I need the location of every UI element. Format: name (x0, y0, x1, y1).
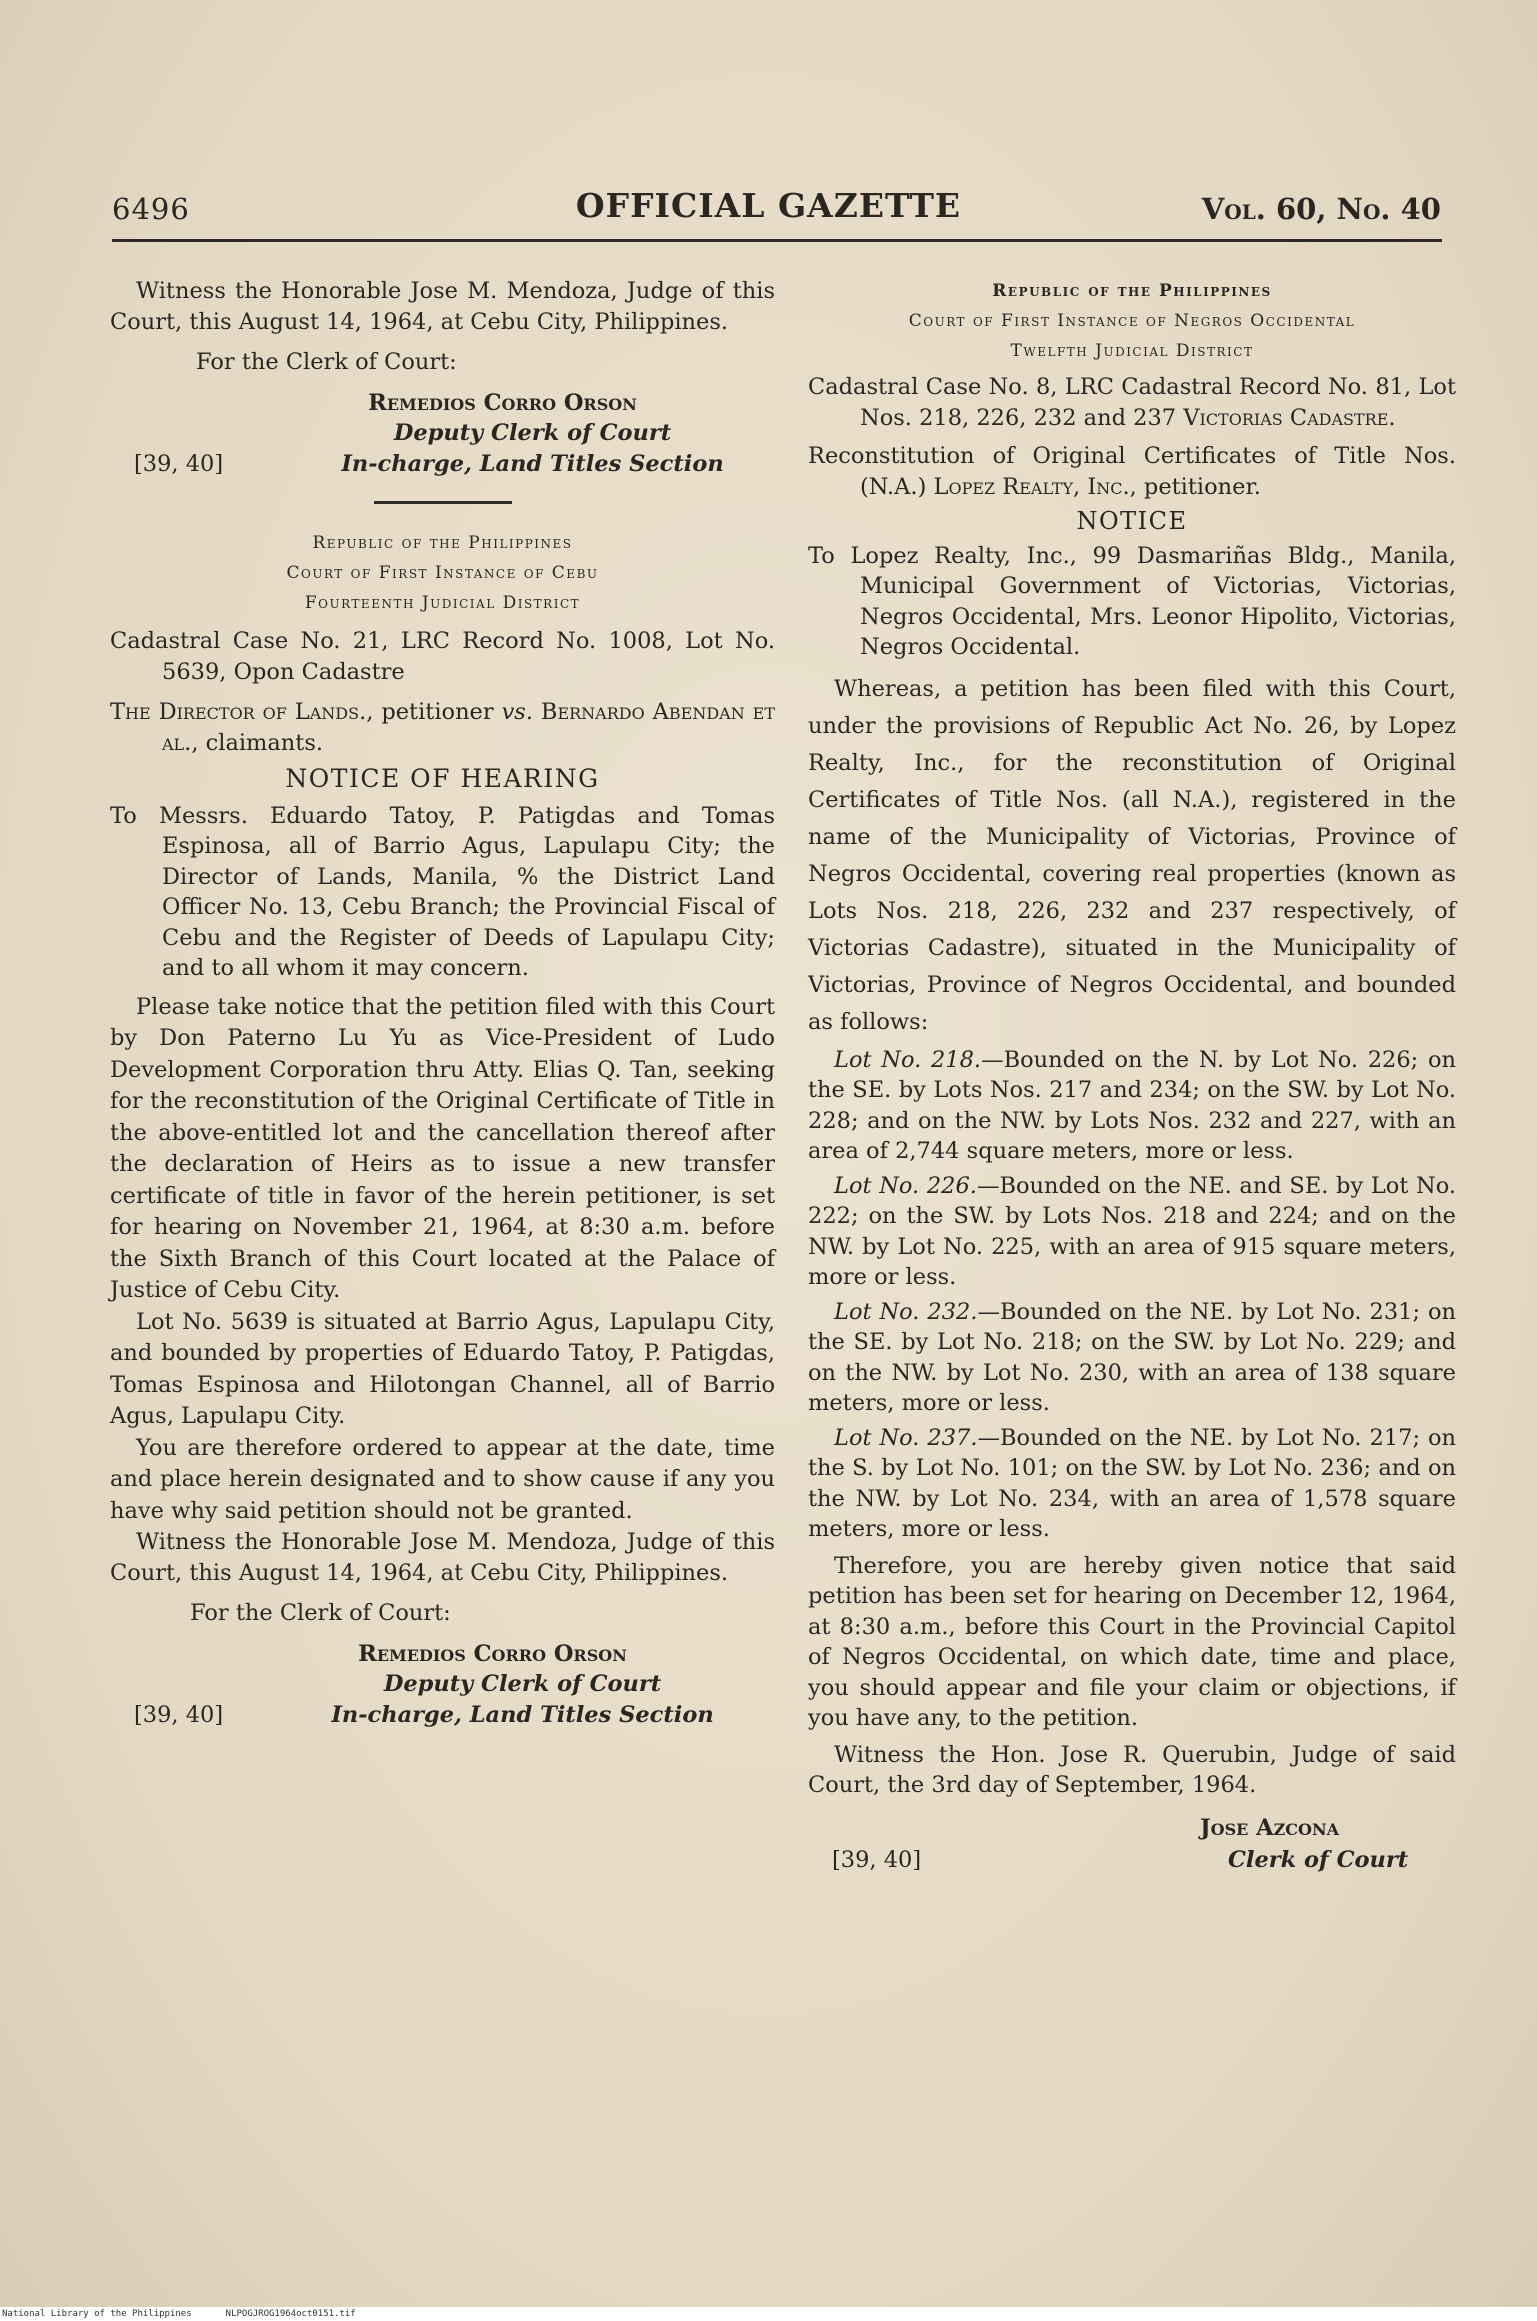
scan-footer (0, 2307, 1537, 2321)
witness-paragraph-right: Witness the Hon. Jose R. Querubin, Judge of said Court, the 3rd day of September, 1964. (808, 1741, 1456, 1798)
lot-boundaries: —Bounded on the NE. by Lot No. 231; on the SE. by Lot No. 218; on the SW. by Lot No. 229; and on the NW. by Lot No. 230, with an area of 138 square meters, more or less. (808, 1298, 1457, 1416)
signatory-title-2: Deputy Clerk of Court (383, 1671, 662, 1697)
signatory-section-2: In-charge, Land Titles Section (331, 1701, 714, 1728)
issue-reference: [39, 40] (134, 450, 224, 477)
petitioner-name-right: Lopez Realty, Inc. (933, 473, 1130, 500)
lot-label: Lot No. 232. (834, 1298, 978, 1325)
district-heading-right: Twelfth Judicial District (1010, 341, 1254, 361)
reconstitution-suffix: , petitioner. (1129, 473, 1261, 500)
library-credit: National Library of the Philippines (2, 2309, 192, 2319)
cadastre-name: Victorias Cadastre. (1183, 404, 1396, 431)
therefore-paragraph: Therefore, you are hereby given notice that said petition has been set for hearing on December 12, 1964, at 8:30 a.m., before this Court in the Provincial Capitol of Negros Occidental, on which date, time and place, you should appear and file your claim or objections, if you have any, to the petition. (808, 1552, 1456, 1731)
respondent-name: Bernardo Abendan et al. (162, 699, 775, 756)
lot-paragraph (808, 1297, 1456, 1419)
lot-paragraph (808, 1045, 1456, 1167)
republic-heading: Republic of the Philippines (312, 533, 573, 553)
signatory-section: In-charge, Land Titles Section (341, 450, 724, 477)
notice-paragraph: Please take notice that the petition filed with this Court by Don Paterno Lu Yu as Vice-President of Ludo Development Corporation thru Atty. Elias Q. Tan, seeking for the reconstitution of the Original Certificate of Title in the above-entitled lot and the cancellation thereof after the declaration of Heirs as to issue a new transfer certificate of title in favor of the herein petitioner, is set for hearing on November 21, 1964, at 8:30 a.m. before the Sixth Branch of this Court located at the Palace of Justice of Cebu City. (110, 993, 775, 1303)
lot-label: Lot No. 226. (834, 1172, 977, 1199)
lot-list (808, 1045, 1456, 1545)
lot-paragraph (808, 1171, 1456, 1293)
signature-block (110, 388, 775, 480)
signature-block-2 (110, 1639, 775, 1731)
lot-boundaries: —Bounded on the N. by Lot No. 226; on the SE. by Lots Nos. 217 and 234; on the SW. by Lot No. 228; and on the NW. by Lots Nos. 232 and 227, with an area of 2,744 square meters, more or less. (808, 1046, 1456, 1164)
court-heading-right: Court of First Instance of Negros Occidental (908, 311, 1356, 331)
whereas-paragraph: Whereas, a petition has been filed with this Court, under the provisions of Republic Act No. 26, by Lopez Realty, Inc., for the reconstitution of Original Certificates of Title Nos. (all N.A.), registered in the name of the Municipality of Victorias, Province of Negros Occidental, covering real properties (known as Lots Nos. 218, 226, 232 and 237 respectively, of Victorias Cadastre), situated in the Municipality of Victorias, Province of Negros Occidental, and bounded as follows: (808, 675, 1456, 1035)
witness-paragraph: Witness the Honorable Jose M. Mendoza, Judge of this Court, this August 14, 1964, at Cebu City, Philippines. (110, 278, 775, 335)
scan-filename: NLPOGJROG1964oct0151.tif (225, 2309, 356, 2319)
case-text: Cadastral Case No. 8, LRC Cadastral Record No. 81, Lot Nos. 218, 226, 232 and 237 (808, 374, 1456, 431)
lot-label: Lot No. 218. (834, 1046, 982, 1073)
volume-issue: Vol. 60, No. 40 (1201, 192, 1441, 226)
section-divider (374, 501, 512, 504)
header-rule (112, 239, 1442, 242)
lot-boundaries: —Bounded on the NE. and SE. by Lot No. 222; on the SW. by Lots Nos. 218 and 224; and on the NW. by Lot No. 225, with an area of 915 square meters, more or less. (808, 1172, 1457, 1290)
lot-boundaries: —Bounded on the NE. by Lot No. 217; on the S. by Lot No. 101; on the SW. by Lot No. 236; and on the NW. by Lot No. 234, with an area of 1,578 square meters, more or less. (808, 1424, 1457, 1542)
publication-title: OFFICIAL GAZETTE (575, 186, 962, 225)
case-caption: Cadastral Case No. 21, LRC Record No. 1008, Lot No. 5639, Opon Cadastre (110, 628, 775, 685)
case-caption-right (808, 372, 1456, 433)
signatory-name-2: Remedios Corro Orson (358, 1640, 627, 1667)
parties-caption (110, 697, 775, 758)
for-clerk-line-2: For the Clerk of Court: (190, 1600, 451, 1626)
lot-description: Lot No. 5639 is situated at Barrio Agus, Lapulapu City, and bounded by properties of Eduardo Tatoy, P. Patigdas, Tomas Espinosa and Hilotongan Channel, all of Barrio Agus, Lapulapu City. (110, 1308, 775, 1429)
addressees: To Messrs. Eduardo Tatoy, P. Patigdas and Tomas Espinosa, all of Barrio Agus, Lapulapu City; the Director of Lands, Manila, % the District Land Officer No. 13, Cebu Branch; the Provincial Fiscal of Cebu and the Register of Deeds of Lapulapu City; and to all whom it may concern. (110, 802, 775, 981)
notice-heading: NOTICE OF HEARING (285, 764, 600, 793)
page-number: 6496 (112, 192, 190, 226)
left-column (110, 276, 775, 1730)
addressees-right: To Lopez Realty, Inc., 99 Dasmariñas Bldg., Manila, Municipal Government of Victorias, Victorias, Negros Occidental, Mrs. Leonor Hipolito, Victorias, Negros Occidental. (808, 542, 1456, 660)
reconstitution-caption (808, 441, 1456, 502)
parties-suffix: , claimants. (191, 729, 324, 756)
republic-heading-right: Republic of the Philippines (992, 281, 1272, 301)
parties-text: ., petitioner (359, 699, 502, 725)
reconstitution-text: Reconstitution of Original Certificates of Title Nos. (N.A.) (808, 443, 1456, 500)
signatory-name-right: Jose Azcona (1200, 1814, 1340, 1841)
signatory-title: Deputy Clerk of Court (393, 420, 672, 446)
lot-paragraph (808, 1423, 1456, 1545)
district-heading: Fourteenth Judicial District (304, 593, 581, 613)
versus: vs. (501, 699, 533, 725)
right-column (808, 276, 1456, 1877)
petitioner-name: The Director of Lands (110, 699, 360, 725)
lot-label: Lot No. 237. (834, 1424, 978, 1451)
notice-heading-right: NOTICE (1076, 507, 1188, 535)
signature-block-right (808, 1813, 1456, 1877)
issue-reference-2: [39, 40] (134, 1701, 224, 1728)
for-clerk-line: For the Clerk of Court: (196, 349, 457, 375)
signatory-title-right: Clerk of Court (1228, 1846, 1409, 1873)
court-heading: Court of First Instance of Cebu (286, 563, 599, 583)
signatory-name: Remedios Corro Orson (368, 389, 637, 416)
issue-reference-right: [39, 40] (832, 1846, 922, 1873)
order-paragraph: You are therefore ordered to appear at the date, time and place herein designated and to show cause if any you have why said petition should not be granted. (110, 1434, 775, 1524)
witness-paragraph-2: Witness the Honorable Jose M. Mendoza, Judge of this Court, this August 14, 1964, at Cebu City, Philippines. (110, 1529, 775, 1586)
